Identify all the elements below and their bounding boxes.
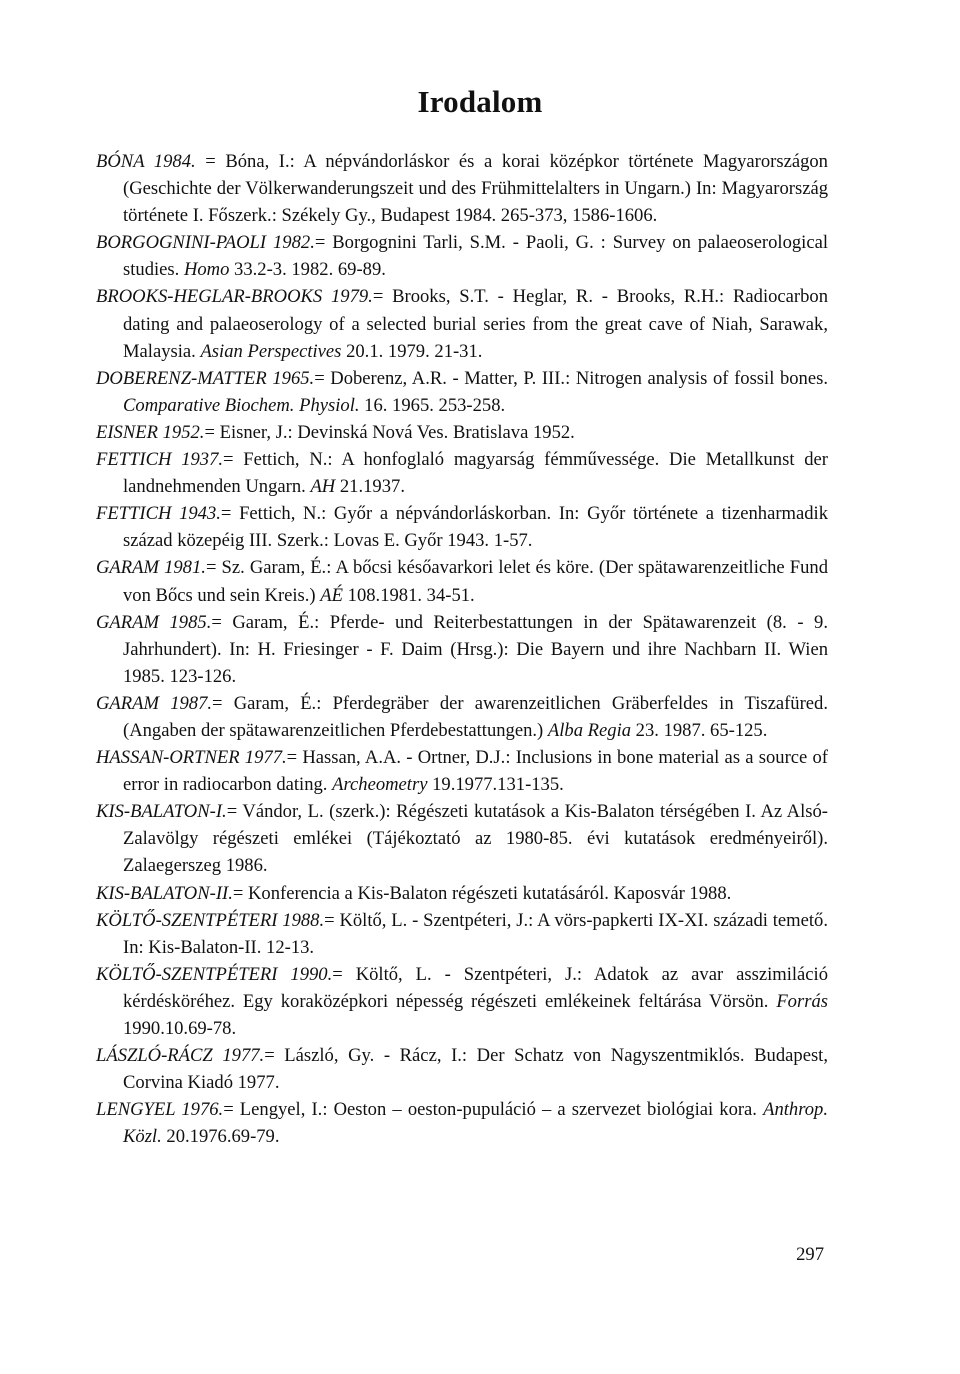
reference-journal: Anthrop. Közl. xyxy=(123,1099,828,1148)
reference-key: KIS-BALATON-II. xyxy=(96,882,233,904)
reference-entry xyxy=(96,148,828,229)
reference-text-end: 20.1. 1979. 21-31. xyxy=(341,340,483,362)
reference-journal: AÉ xyxy=(320,584,343,606)
reference-text-end: 23. 1987. 65-125. xyxy=(631,719,768,741)
reference-entry xyxy=(96,554,828,608)
reference-text: = Doberenz, A.R. - Matter, P. III.: Nitrogen analysis of fossil bones. xyxy=(314,367,828,389)
reference-entry xyxy=(96,744,828,798)
reference-list xyxy=(96,148,828,1150)
reference-key: GARAM 1985. xyxy=(96,611,212,633)
reference-journal: Alba Regia xyxy=(547,719,632,741)
reference-text: = Költő, L. - Szentpéteri, J.: Adatok az avar asszimiláció kérdésköréhez. Egy koraközépkori népesség régészeti emlékeinek feltárása Vörsön. xyxy=(123,963,828,1012)
reference-text: = Vándor, L. (szerk.): Régészeti kutatások a Kis-Balaton térségében I. Az Alsó-Zalavölgy régészeti emlékei (Tájékoztató az 1980-85. évi kutatások eredményeiről). Zalaegerszeg 1986. xyxy=(123,801,828,877)
reference-key: BORGOGNINI-PAOLI 1982. xyxy=(96,232,315,254)
reference-text: = Borgognini Tarli, S.M. - Paoli, G. : Survey on palaeoserological studies. xyxy=(123,232,828,281)
reference-journal: Comparative Biochem. Physiol. xyxy=(123,394,360,416)
reference-key: LENGYEL 1976. xyxy=(96,1099,224,1121)
reference-text-end: 20.1976.69-79. xyxy=(161,1126,280,1148)
reference-key: BROOKS-HEGLAR-BROOKS 1979. xyxy=(96,286,373,308)
reference-key: LÁSZLÓ-RÁCZ 1977. xyxy=(96,1045,265,1067)
reference-text: = Eisner, J.: Devinská Nová Ves. Bratislava 1952. xyxy=(204,421,575,443)
reference-text-end: 108.1981. 34-51. xyxy=(343,584,475,606)
reference-key: EISNER 1952. xyxy=(96,421,205,443)
reference-key: GARAM 1981. xyxy=(96,557,206,579)
reference-entry xyxy=(96,365,828,419)
reference-text: = Lengyel, I.: Oeston – oeston-pupuláció – a szervezet biológiai kora. xyxy=(223,1099,764,1121)
reference-entry xyxy=(96,880,828,907)
reference-text: = Fettich, N.: Győr a népvándorláskorban. In: Győr története a tizenharmadik század közepéig III. Szerk.: Lovas E. Győr 1943. 1-57. xyxy=(123,503,828,552)
reference-text: = Garam, É.: Pferdegräber der awarenzeitlichen Gräberfeldes in Tiszafüred. (Angaben der spätawarenzeitlichen Pferdebestattungen.) xyxy=(123,692,828,741)
reference-text: = Garam, É.: Pferde- und Reiterbestattungen in der Spätawarenzeit (8. - 9. Jahrhundert). In: H. Friesinger - F. Daim (Hrsg.): Die Bayern und ihre Nachbarn II. Wien 1985. 123-126. xyxy=(123,611,828,687)
reference-key: KÖLTŐ-SZENTPÉTERI 1990. xyxy=(96,963,333,985)
reference-text: = Konferencia a Kis-Balaton régészeti kutatásáról. Kaposvár 1988. xyxy=(232,882,732,904)
reference-key: KÖLTŐ-SZENTPÉTERI 1988. xyxy=(96,909,325,931)
reference-entry xyxy=(96,446,828,500)
reference-entry xyxy=(96,907,828,961)
reference-entry xyxy=(96,419,828,446)
reference-key: FETTICH 1943. xyxy=(96,503,221,525)
reference-entry xyxy=(96,500,828,554)
reference-entry xyxy=(96,1042,828,1096)
reference-entry xyxy=(96,283,828,364)
reference-text-end: 33.2-3. 1982. 69-89. xyxy=(229,259,386,281)
reference-entry xyxy=(96,690,828,744)
reference-text: = Költő, L. - Szentpéteri, J.: A vörs-papkerti IX-XI. századi temető. In: Kis-Balaton-II. 12-13. xyxy=(123,909,828,958)
reference-key: HASSAN-ORTNER 1977. xyxy=(96,747,287,769)
reference-text: = László, Gy. - Rácz, I.: Der Schatz von Nagyszentmiklós. Budapest, Corvina Kiadó 1977. xyxy=(123,1045,828,1094)
reference-text: = Sz. Garam, É.: A bőcsi későavarkori lelet és köre. (Der spätawarenzeitliche Fund von Bőcs und sein Kreis.) xyxy=(123,557,828,606)
reference-journal: AH xyxy=(310,476,336,498)
page-number: 297 xyxy=(796,1244,824,1265)
reference-key: GARAM 1987. xyxy=(96,692,213,714)
reference-text: = Fettich, N.: A honfoglaló magyarság fémművessége. Die Metallkunst der landnehmenden Ungarn. xyxy=(123,449,828,498)
reference-text-end: 1990.10.69-78. xyxy=(123,1018,237,1039)
reference-entry xyxy=(96,609,828,690)
reference-entry xyxy=(96,961,828,1042)
reference-key: BÓNA 1984. xyxy=(96,151,196,172)
reference-journal: Archeometry xyxy=(332,774,428,796)
reference-key: KIS-BALATON-I. xyxy=(96,801,227,823)
reference-text-end: 21.1937. xyxy=(335,476,405,498)
reference-journal: Forrás xyxy=(776,990,828,1012)
reference-key: DOBERENZ-MATTER 1965. xyxy=(96,367,315,389)
reference-text: = Brooks, S.T. - Heglar, R. - Brooks, R.H.: Radiocarbon dating and palaeoserology of a selected burial series from the great cave of Niah, Sarawak, Malaysia. xyxy=(123,286,828,362)
reference-journal: Homo xyxy=(183,259,230,281)
reference-text: = Bóna, I.: A népvándorláskor és a korai középkor története Magyarországon (Geschichte der Völkerwanderungszeit und des Frühmittelalters in Ungarn.) In: Magyarország története I. Főszerk.: Székely Gy., Budapest 1984. 265-373, 1586-1606. xyxy=(123,151,828,227)
reference-text-end: 16. 1965. 253-258. xyxy=(359,394,506,416)
reference-entry xyxy=(96,229,828,283)
reference-key: FETTICH 1937. xyxy=(96,449,224,471)
page-title: Irodalom xyxy=(417,84,543,119)
reference-text-end: 19.1977.131-135. xyxy=(427,774,564,796)
reference-entry xyxy=(96,1096,828,1150)
reference-entry xyxy=(96,798,828,879)
reference-journal: Asian Perspectives xyxy=(200,340,342,362)
reference-text: = Hassan, A.A. - Ortner, D.J.: Inclusions in bone material as a source of error in radiocarbon dating. xyxy=(123,747,828,796)
